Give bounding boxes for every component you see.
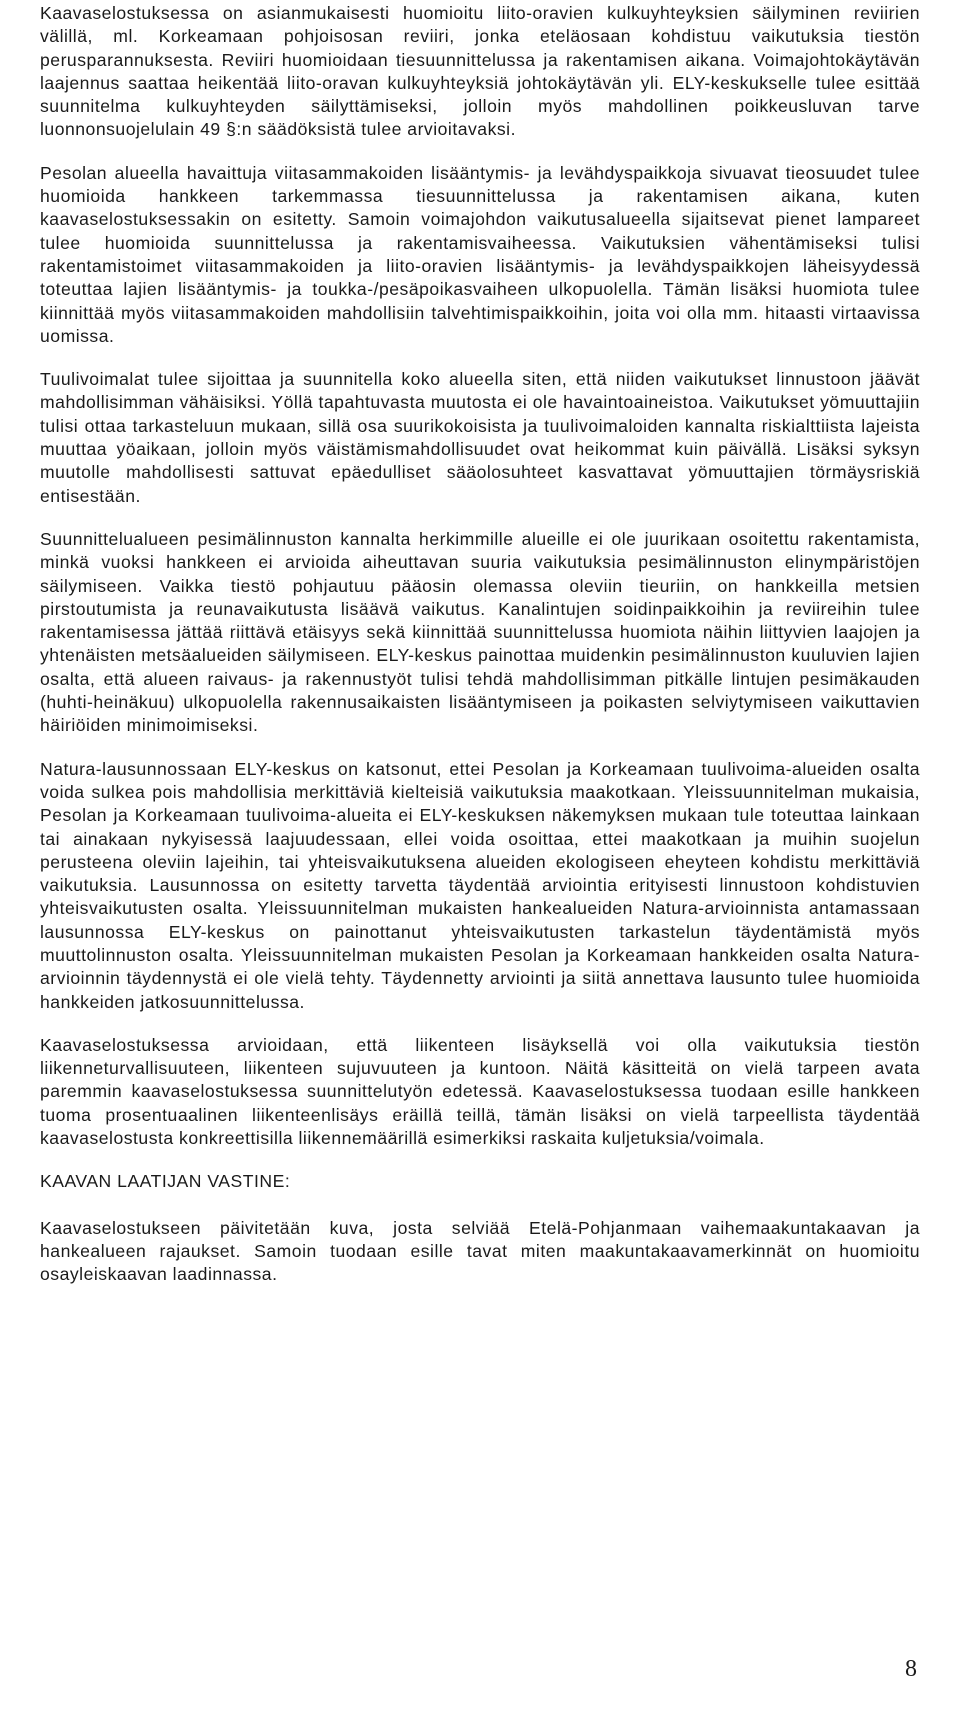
document-body [40,2,920,1307]
paragraph-moor-frog: Pesolan alueella havaittuja viitasammakoiden lisääntymis- ja levähdyspaikkoja sivuavat tieosuudet tulee huomioida hankkeen tarkemmassa tiesuunnittelussa ja rakentamisen aikana, kuten kaavaselostuksessakin on esitetty. Samoin voimajohdon vaikutusalueella sijaitsevat pienet lampareet tulee huomioida suunnittelussa ja rakentamisvaiheessa. Vaikutuksien vähentämiseksi tulisi rakentamistoimet viitasammakoiden ja liito-oravien lisääntymis- ja levähdyspaikkojen läheisyydessä toteuttaa lajien lisääntymis- ja toukka-/pesäpoikasvaiheen ulkopuolella. Tämän lisäksi huomiota tulee kiinnittää myös viitasammakoiden mahdollisiin talvehtimispaikkoihin, joita voi olla mm. hitaasti virtaavissa uomissa. [40,162,920,346]
page-number: 8 [905,1656,917,1682]
paragraph-natura-statement: Natura-lausunnossaan ELY-keskus on katsonut, ettei Pesolan ja Korkeamaan tuulivoima-alueiden osalta voida sulkea pois mahdollisia merkittäviä kielteisiä vaikutuksia maakotkaan. Yleissuunnitelman mukaisia, Pesolan ja Korkeamaan tuulivoima-alueita ei ELY-keskuksen näkemyksen mukaan tule toteuttaa lainkaan tai ainakaan nykyisessä laajuudessaan, ellei voida osoittaa, ettei maakotkaan ja muihin suojelun perusteena oleviin lajeihin, tai yhteisvaikutuksena alueiden ekologiseen eheyteen kohdistu merkittäviä vaikutuksia. Lausunnossa on esitetty tarvetta täydentää arviointia erityisesti linnustoon kohdistuvien yhteisvaikutusten osalta. Yleissuunnitelman mukaisten hankealueiden Natura-arvioinnista antamassaan lausunnossa ELY-keskus on painottanut yhteisvaikutusten tarkastelun täydentämistä myös muuttolinnuston osalta. Yleissuunnitelman mukaisten Pesolan ja Korkeamaan hankkeiden osalta Natura-arvioinnin täydennystä ei ole vielä tehty. Täydennetty arviointi ja siitä annettava lausunto tulee huomioida hankkeiden jatkosuunnittelussa. [40,758,920,1012]
paragraph-wind-turbines-birds: Tuulivoimalat tulee sijoittaa ja suunnitella koko alueella siten, että niiden vaikutukset linnustoon jäävät mahdollisimman vähäisiksi. Yöllä tapahtuvasta muutosta ei ole havaintoaineistoa. Vaikutukset yömuuttajiin tulisi ottaa tarkasteluun mukaan, sillä osa suurikokoisista ja tuulivoimaloiden kannalta riskialttiista lajeista muuttaa yöaikaan, jolloin myös väistämismahdollisuudet ovat heikommat kuin päivällä. Lisäksi syksyn muutolle mahdollisesti sattuvat epäedulliset sääolosuhteet kasvattavat yömuuttajien törmäysriskiä entisestään. [40,369,920,506]
paragraph-nesting-birds: Suunnittelualueen pesimälinnuston kannalta herkimmille alueille ei ole juurikaan osoitettu rakentamista, minkä vuoksi hankkeen ei arvioida aiheuttavan suuria vaikutuksia pesimälinnuston elinympäristöjen säilymiseen. Vaikka tiestö pohjautuu pääosin olemassa oleviin tieuriin, on hankkeilla metsien pirstoutumista ja reunavaikutusta lisäävä vaikutus. Kanalintujen soidinpaikkoihin ja reviireihin tulee rakentamisessa jättää riittävä etäisyys sekä kiinnittää suunnittelussa huomiota näihin liittyvien laajojen ja yhtenäisten metsäalueiden säilymiseen. ELY-keskus painottaa muidenkin pesimälinnuston kuuluvien lajien osalta, että alueen raivaus- ja rakennustyöt tulisi tehdä mahdollisimman pitkälle lintujen pesimäkauden (huhti-heinäkuu) ulkopuolella rakennusaikaisten lisääntymiseen ja poikasten selviytymiseen vaikuttavien häiriöiden minimoimiseksi. [40,528,920,736]
response-heading: KAAVAN LAATIJAN VASTINE: [40,1171,291,1192]
response-paragraph: Kaavaselostukseen päivitetään kuva, josta selviää Etelä-Pohjanmaan vaihemaakuntakaavan ja hankealueen rajaukset. Samoin tuodaan esille tavat miten maakuntakaavamerkinnät on huomioitu osayleiskaavan laadinnassa. [40,1217,920,1285]
paragraph-flying-squirrel: Kaavaselostuksessa on asianmukaisesti huomioitu liito-oravien kulkuyhteyksien säilyminen reviirien välillä, ml. Korkeamaan pohjoisosan reviiri, jonka eteläosaan kohdistuu vaikutuksia tiestön perusparannuksesta. Reviiri huomioidaan tiesuunnittelussa ja rakentamisen aikana. Voimajohtokäytävän laajennus saattaa heikentää liito-oravan kulkuyhteyksiä johtokäytävän yli. ELY-keskukselle tulee esittää suunnitelma kulkuyhteyden säilyttämiseksi, jolloin myös mahdollinen poikkeusluvan tarve luonnonsuojelulain 49 §:n säädöksistä tulee arvioitavaksi. [40,3,920,140]
paragraph-traffic: Kaavaselostuksessa arvioidaan, että liikenteen lisäyksellä voi olla vaikutuksia tiestön liikenneturvallisuuteen, liikenteen sujuvuuteen ja kuntoon. Näitä käsitteitä on vielä tarpeen avata paremmin kaavaselostuksessa suunnittelutyön edetessä. Kaavaselostuksessa tuodaan esille hankkeen tuoma prosentuaalinen liikenteenlisäys eräillä teillä, tämän lisäksi on vielä tarpeellista täydentää kaavaselostusta konkreettisilla liikennemäärillä esimerkiksi raskaita kuljetuksia/voimala. [40,1034,920,1149]
